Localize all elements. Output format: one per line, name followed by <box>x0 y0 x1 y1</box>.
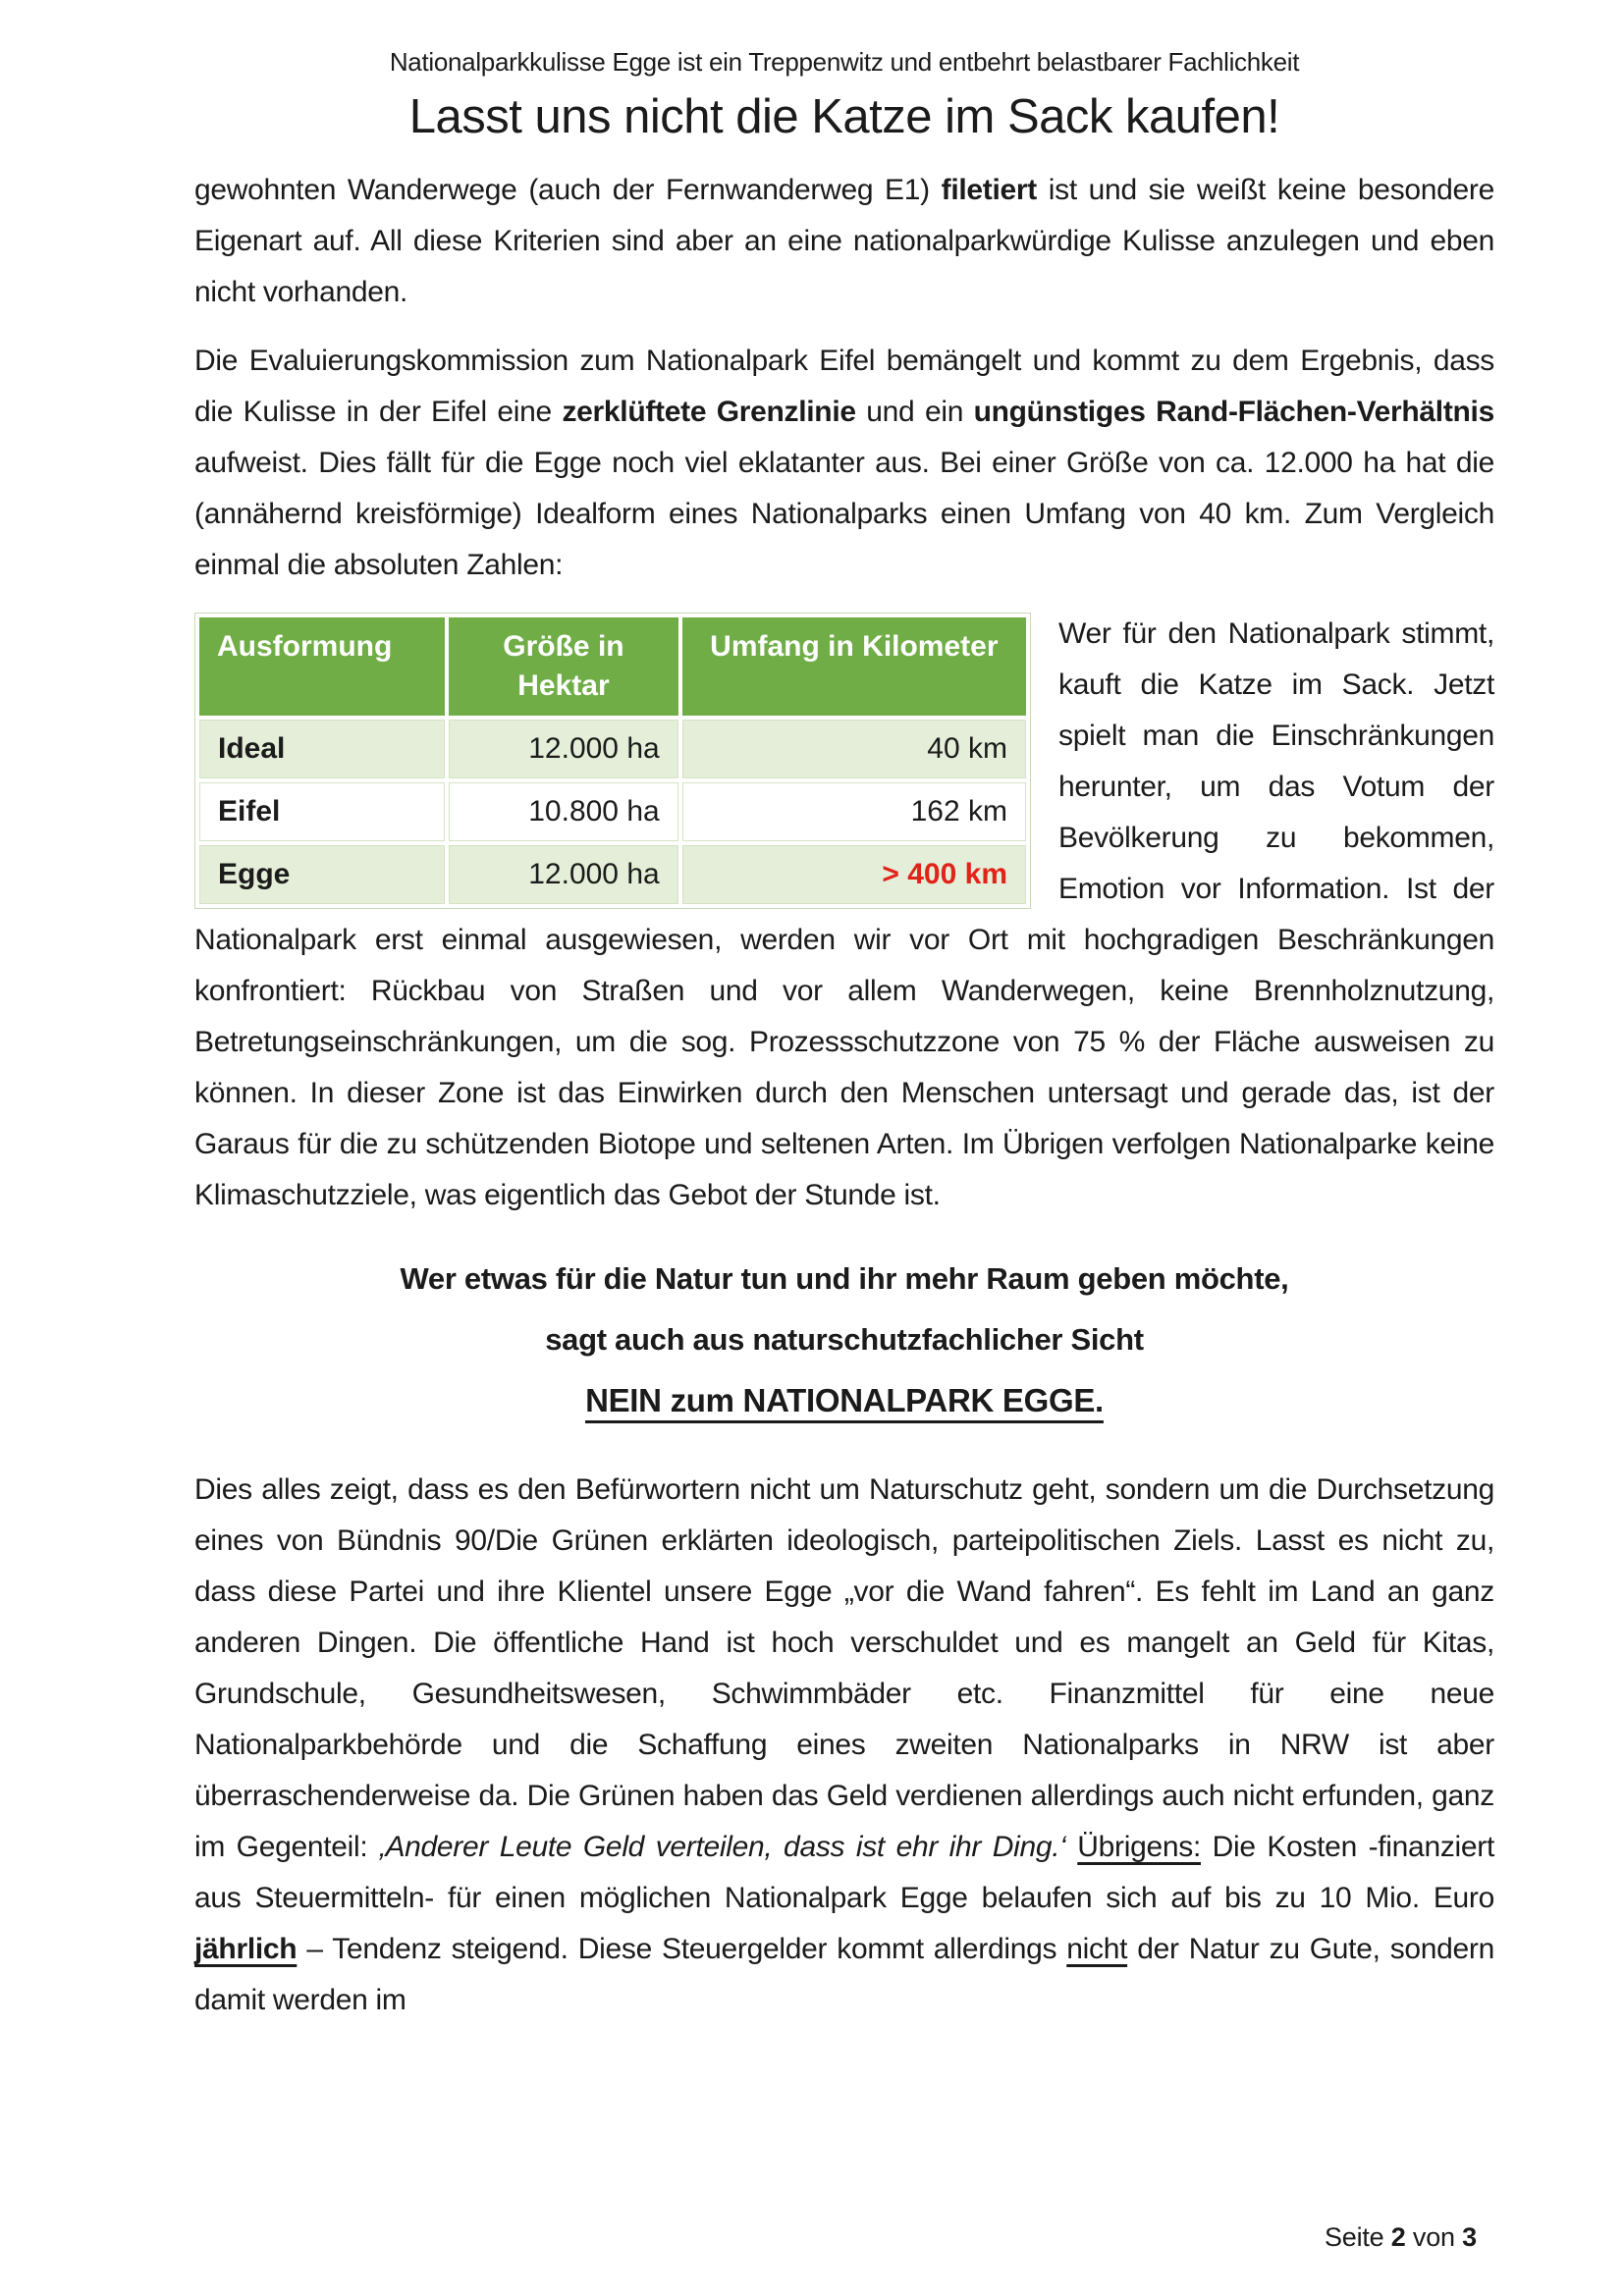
col-header-umfang: Umfang in Kilometer <box>682 617 1026 716</box>
paragraph-evaluierung: Die Evaluierungskommission zum Nationalpark Eifel bemängelt und kommt zu dem Ergebnis, dass die Kulisse in der Eifel eine zerklüftete Grenzlinie und ein ungünstiges Rand-Flächen-Verhältnis aufweist. Dies fällt für die Egge noch viel eklatanter aus. Bei einer Größe von ca. 12.000 ha hat die (annähernd kreisförmige) Idealform eines Nationalparks einen Umfang von 40 km. Zum Vergleich einmal die absoluten Zahlen: <box>194 345 1494 581</box>
col-header-groesse: Größe in Hektar <box>449 617 678 716</box>
cell-egge-umfang-highlight: > 400 km <box>682 845 1026 904</box>
paragraph-kosten: Dies alles zeigt, dass es den Befürwortern nicht um Naturschutz geht, sondern um die Durchsetzung eines von Bündnis 90/Die Grünen erklärten ideologisch, parteipolitischen Ziels. Lasst es nicht zu, dass diese Partei und ihre Klientel unsere Egge „vor die Wand fahren“. Es fehlt im Land an ganz anderen Dingen. Die öffentliche Hand ist hoch verschuldet und es mangelt an Geld für Kitas, Grundschule, Gesundheitswesen, Schwimmbäder etc. Finanzmittel für eine neue Nationalparkbehörde und die Schaffung eines zweiten Nationalparks in NRW ist aber überraschenderweise da. Die Grünen haben das Geld verdienen allerdings auch nicht erfunden, ganz im Gegenteil: ‚Anderer Leute Geld verteilen, dass ist ehr ihr Ding.‘ Übrigens: Die Kosten -finanziert aus Steuermitteln- für einen möglichen Nationalpark Egge belaufen sich auf bis zu 10 Mio. Euro jährlich – Tendenz steigend. Diese Steuergelder kommt allerdings nicht der Natur zu Gute, sondern damit werden im <box>194 1473 1495 2016</box>
col-header-ausformung: Ausformung <box>199 617 445 716</box>
table-section <box>194 609 1494 1221</box>
cell-ideal-groesse: 12.000 ha <box>449 720 678 778</box>
table-header-row <box>199 617 1026 716</box>
table-row-egge <box>199 845 1026 904</box>
cell-ideal-name: Ideal <box>199 720 445 778</box>
cell-ideal-umfang: 40 km <box>682 720 1026 778</box>
cell-egge-name: Egge <box>199 845 445 904</box>
appeal-block <box>194 1249 1494 1431</box>
table-row-ideal <box>199 720 1026 778</box>
table-row-eifel <box>199 782 1026 841</box>
nein-line: NEIN zum NATIONALPARK EGGE. <box>585 1382 1104 1418</box>
document-kicker: Nationalparkkulisse Egge ist ein Treppenwitz und entbehrt belastbarer Fachlichkeit <box>389 47 1300 77</box>
appeal-line-2: sagt auch aus naturschutzfachlicher Sicht <box>545 1322 1144 1357</box>
paragraph-katze-im-sack: Wer für den Nationalpark stimmt, kauft die Katze im Sack. Jetzt spielt man die Einschränkungen herunter, um das Votum der Bevölkerung zu bekommen, Emotion vor Information. Ist der Nationalpark erst einmal ausgewiesen, werden wir vor Ort mit hochgradigen Beschränkungen konfrontiert: Rückbau von Straßen und vor allem Wanderwegen, keine Brennholznutzung, Betretungseinschränkungen, um die sog. Prozessschutzzone von 75 % der Fläche ausweisen zu können. In dieser Zone ist das Einwirken durch den Menschen untersagt und gerade das, ist der Garaus für die zu schützenden Biotope und seltenen Arten. Im Übrigen verfolgen Nationalparke keine Klimaschutzziele, was eigentlich das Gebot der Stunde ist. <box>194 617 1494 1211</box>
cell-egge-groesse: 12.000 ha <box>449 845 678 904</box>
paragraph-intro: gewohnten Wanderwege (auch der Fernwanderweg E1) filetiert ist und sie weißt keine besondere Eigenart auf. All diese Kriterien sind aber an eine nationalparkwürdige Kulisse anzulegen und eben nicht vorhanden. <box>194 174 1495 308</box>
appeal-line-1: Wer etwas für die Natur tun und ihr mehr Raum geben möchte, <box>400 1261 1289 1296</box>
page-footer: Seite 2 von 3 <box>1324 2222 1477 2252</box>
cell-eifel-groesse: 10.800 ha <box>449 782 678 841</box>
comparison-table <box>194 613 1031 909</box>
cell-eifel-umfang: 162 km <box>682 782 1026 841</box>
cell-eifel-name: Eifel <box>199 782 445 841</box>
page-title: Lasst uns nicht die Katze im Sack kaufen! <box>408 90 1280 143</box>
